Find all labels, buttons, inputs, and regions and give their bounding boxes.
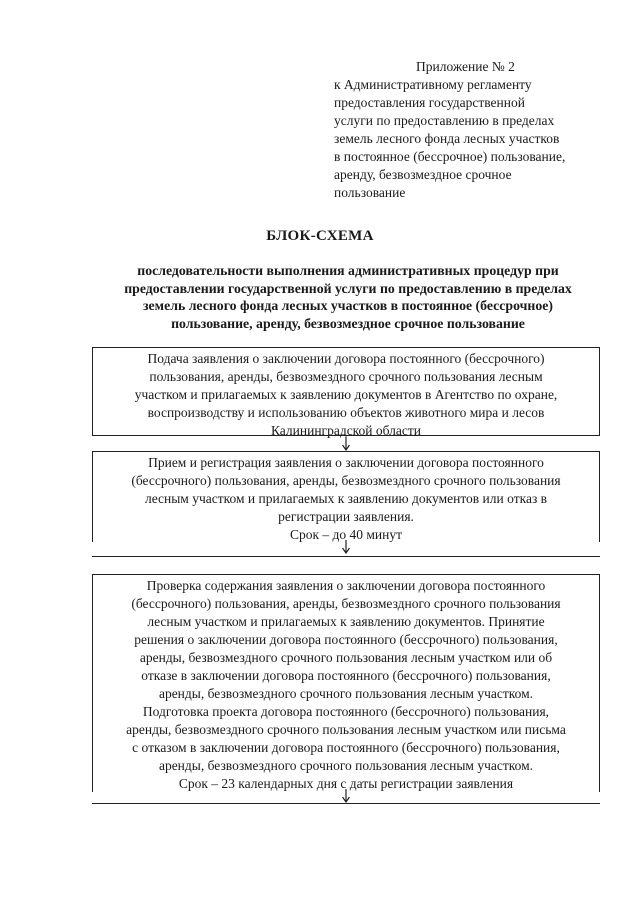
flow-step-2 [92, 451, 600, 542]
arrow-down-icon [341, 789, 351, 803]
step-line: Срок – до 40 минут [289, 527, 403, 542]
step-line: Проверка содержания заявления о заключении договора постоянного [146, 578, 546, 593]
annex-header [334, 58, 624, 202]
step-line: воспроизводству и использованию объектов животного мира и лесов [147, 405, 545, 420]
step-line: решения о заключении договора постоянного (бессрочного) пользования, [134, 632, 558, 647]
flow-step-3 [92, 574, 600, 792]
divider-line [92, 556, 600, 557]
subtitle-line: земель лесного фонда лесных участков в постоянное (бессрочное) [143, 298, 553, 313]
step-line: лесным участком и прилагаемых к заявлению документов или отказ в [144, 491, 548, 506]
subtitle-line: последовательности выполнения административных процедур при [137, 263, 559, 278]
step-line: (бессрочного) пользования, аренды, безвозмездного срочного пользования [131, 473, 561, 488]
document-subtitle [96, 262, 600, 332]
annex-line: земель лесного фонда лесных участков [334, 131, 560, 146]
annex-line: аренду, безвозмездное срочное [334, 167, 512, 182]
step-line: пользования, аренды, безвозмездного срочного пользования лесным [149, 369, 543, 384]
subtitle-line: пользование, аренду, безвозмездное срочное пользование [171, 315, 525, 331]
step-line: аренды, безвозмездного срочного пользования лесным участком. [158, 686, 534, 701]
step-line: аренды, безвозмездного срочного пользования лесным участком или письма [126, 722, 566, 737]
step-line: аренды, безвозмездного срочного пользования лесным участком. [158, 758, 534, 773]
arrow-down-icon [341, 540, 351, 554]
step-line: регистрации заявления. [278, 509, 414, 524]
step-line: Подготовка проекта договора постоянного (бессрочного) пользования, [142, 704, 550, 719]
subtitle-line: предоставлении государственной услуги по предоставлению в пределах [124, 280, 572, 296]
step-line: Калининградской области [270, 423, 422, 438]
step-line: участком и прилагаемых к заявлению документов в Агентство по охране, [134, 387, 558, 402]
annex-line: пользование [334, 185, 406, 200]
step-line: аренды, безвозмездного срочного пользования лесным участком или об [139, 650, 553, 665]
step-line: Срок – 23 календарных дня с даты регистрации заявления [178, 776, 514, 791]
step-line: лесным участком и прилагаемых к заявлению документов. Принятие [147, 614, 545, 629]
step-line: (бессрочного) пользования, аренды, безвозмездного срочного пользования [131, 596, 561, 611]
step-line: Прием и регистрация заявления о заключении договора постоянного [148, 455, 544, 470]
step-line: отказе в заключении договора постоянного (бессрочного) пользования, [141, 668, 551, 683]
annex-line: к Административному регламенту [334, 77, 532, 92]
annex-line: в постоянное (бессрочное) пользование, [334, 149, 566, 164]
document-title: БЛОК-СХЕМА [266, 228, 374, 244]
arrow-down-icon [341, 437, 351, 451]
annex-line: предоставления государственной [334, 95, 525, 110]
annex-heading: Приложение № 2 [416, 59, 515, 74]
step-line: с отказом в заключении договора постоянного (бессрочного) пользования, [132, 740, 560, 755]
step-line: Подача заявления о заключении договора постоянного (бессрочного) [147, 351, 545, 366]
flow-step-1 [92, 347, 600, 436]
divider-line [92, 803, 600, 804]
annex-line: услуги по предоставлению в пределах [334, 113, 555, 128]
